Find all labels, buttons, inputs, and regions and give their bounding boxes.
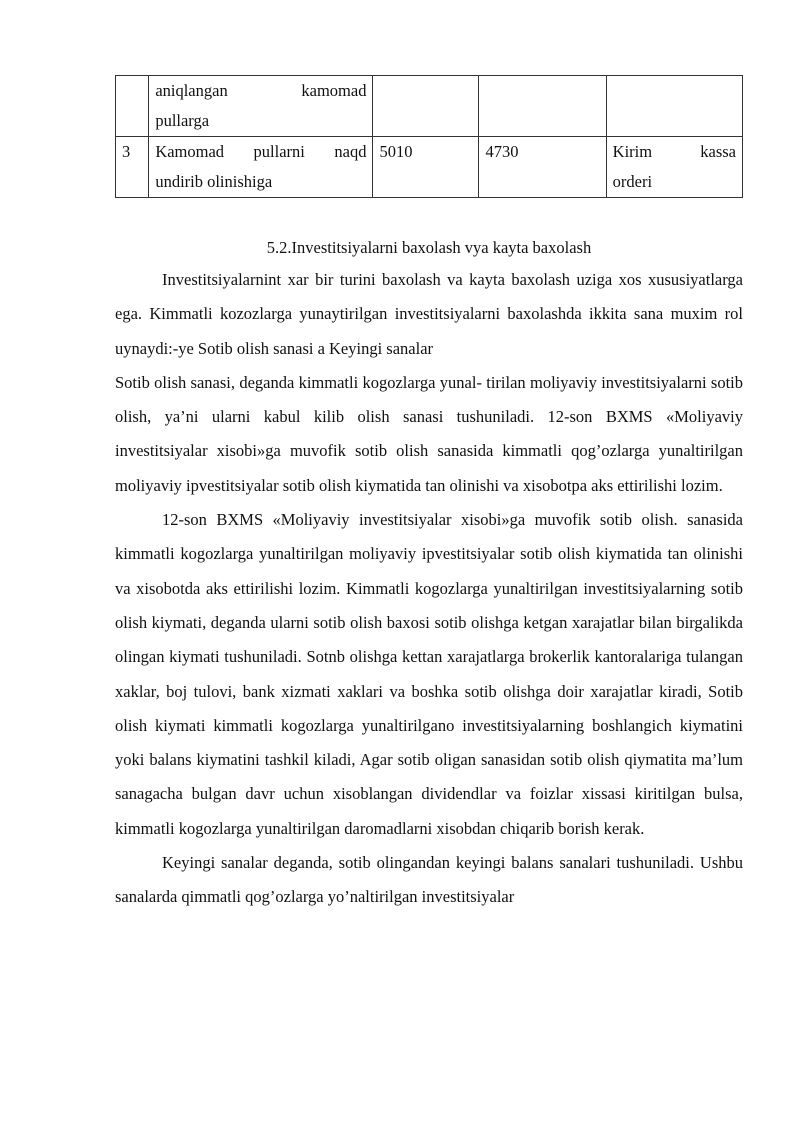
paragraph: Sotib olish sanasi, deganda kimmatli kogozlarga yunal- tirilan moliyaviy investitsiyalarni sotib olish, ya’ni ularni kabul kilib olish sanasi tushuniladi. 12-son BXMS «Moliyaviy investitsiyalar xisobi»ga muvofik sotib olish sanasida kimmatli qog’ozlarga yunaltirilgan moliyaviy ipvestitsiyalar sotib olish kiymatida tan olinishi va xisobotpa aks ettirilishi lozim. xyxy=(115,372,743,495)
table-row xyxy=(116,137,743,198)
row-number-cell: 3 xyxy=(116,137,149,198)
row-number-cell xyxy=(116,76,149,137)
document-line: orderi xyxy=(612,172,653,191)
accounting-table xyxy=(115,75,743,198)
credit-cell xyxy=(479,76,606,137)
table-row xyxy=(116,76,743,137)
document-cell xyxy=(606,76,742,137)
paragraph: Investitsiyalarnint xar bir turini baxolash va kayta baxolash uziga xos xususiyatlarga ega. Kimmatli kozozlarga yunaytirilgan investitsiyalarni baxolashda ikkita sana muxim rol uynaydi:-ye Sotib olish sanasi a Keyingi sanalar xyxy=(115,270,743,358)
paragraph: 12-son BXMS «Moliyaviy investitsiyalar xisobi»ga muvofik sotib olish. sanasida kimmatli kogozlarga yunaltirilgan moliyaviy ipvestitsiyalar sotib olish kiymatida tan olinishi va xisobotda aks ettirilishi lozim. Kimmatli kogozlarga yunaltirilgan investitsiyalarning sotib olish kiymati, deganda ularni sotib olish baxosi sotib olishga ketgan xarajatlar bilan birgalikda olingan kiymati tushuniladi. Sotnb olishga kettan xarajatlarga brokerlik kantoralariga tulangan xaklar, boj tulovi, bank xizmati xaklari va boshka sotib olishga doir xarajatlar kiradi, Sotib olish kiymati kimmatli kogozlarga yunaltirilgano investitsiyalarning boshlangich kiymatini yoki balans kiymatini tashkil kiladi, Agar sotib oligan sanasidan sotib olish qiymatita ma’lum sanagacha bulgan davr uchun xisoblangan dividendlar va foizlar xissasi kiritilgan bulsa, kimmatli kogozlarga yunaltirilgan daromadlarni xisobdan chiqarib borish kerak. xyxy=(115,510,743,838)
document-cell xyxy=(606,137,742,198)
description-cell xyxy=(149,76,373,137)
section-body xyxy=(115,263,743,915)
debit-cell: 5010 xyxy=(373,137,479,198)
description-line: Kamomad pullarni naqd xyxy=(155,142,367,161)
description-line: pullarga xyxy=(155,111,210,130)
description-line: undirib olinishiga xyxy=(155,172,273,191)
credit-cell: 4730 xyxy=(479,137,606,198)
description-line: aniqlangan kamomad xyxy=(155,81,367,100)
document-line: Kirim kassa xyxy=(612,142,736,161)
paragraph: Keyingi sanalar deganda, sotib olingandan keyingi balans sanalari tushuniladi. Ushbu sanalarda qimmatli qog’ozlarga yo’naltirilgan investitsiyalar xyxy=(115,853,743,907)
section-heading: 5.2.Investitsiyalarni baxolash vya kayta baxolash xyxy=(266,238,592,257)
description-cell xyxy=(149,137,373,198)
debit-cell xyxy=(373,76,479,137)
